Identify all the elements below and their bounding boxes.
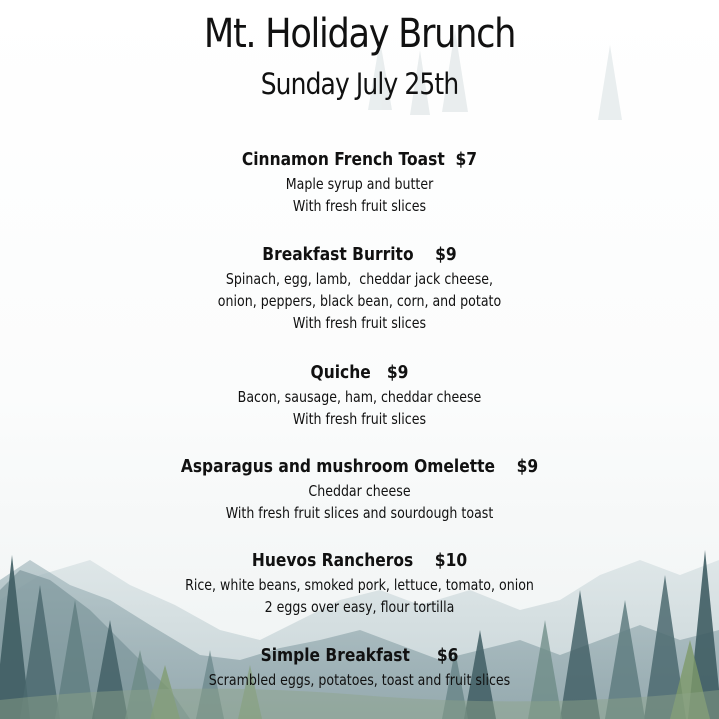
item-name: Cinnamon French Toast	[241, 149, 445, 170]
item-description: Rice, white beans, smoked pork, lettuce, tomato, onion	[185, 576, 534, 594]
item-description: Bacon, sausage, ham, cheddar cheese	[237, 388, 482, 406]
item-description: Spinach, egg, lamb, cheddar jack cheese,	[225, 270, 494, 288]
item-heading	[50, 360, 668, 386]
item-name: Huevos Rancheros	[251, 550, 414, 571]
item-price: $9	[386, 362, 409, 383]
item-price: $10	[434, 550, 468, 571]
item-heading	[50, 242, 668, 268]
item-price: $9	[435, 244, 457, 265]
item-description: With fresh fruit slices	[292, 197, 427, 215]
menu-item-quiche	[0, 360, 719, 430]
item-price: $9	[516, 456, 539, 477]
item-price: $7	[455, 149, 478, 170]
item-price: $6	[436, 645, 459, 666]
menu-item-simple-breakfast	[0, 643, 719, 691]
item-heading	[50, 454, 668, 480]
item-name: Breakfast Burrito	[262, 244, 414, 265]
menu-item-breakfast-burrito	[0, 242, 719, 334]
item-description: onion, peppers, black bean, corn, and potato	[217, 292, 502, 310]
item-heading	[50, 643, 668, 669]
menu-title: Mt. Holiday Brunch	[203, 11, 516, 57]
item-heading	[50, 548, 668, 574]
item-name: Simple Breakfast	[260, 645, 410, 666]
menu-item-huevos-rancheros	[0, 548, 719, 618]
menu-item-cinnamon-french-toast	[0, 147, 719, 217]
item-heading	[50, 147, 668, 173]
item-description: Cheddar cheese	[308, 482, 411, 500]
item-description: 2 eggs over easy, flour tortilla	[264, 598, 455, 616]
item-description: With fresh fruit slices	[292, 410, 427, 428]
menu-date: Sunday July 25th	[260, 67, 459, 101]
item-description: With fresh fruit slices	[292, 314, 427, 332]
item-name: Quiche	[310, 362, 371, 383]
item-name: Asparagus and mushroom Omelette	[180, 456, 496, 477]
menu-item-asparagus-mushroom-omelette	[0, 454, 719, 524]
item-description: With fresh fruit slices and sourdough toast	[225, 504, 494, 522]
item-description: Maple syrup and butter	[285, 175, 434, 193]
item-description: Scrambled eggs, potatoes, toast and fruit slices	[208, 671, 511, 689]
